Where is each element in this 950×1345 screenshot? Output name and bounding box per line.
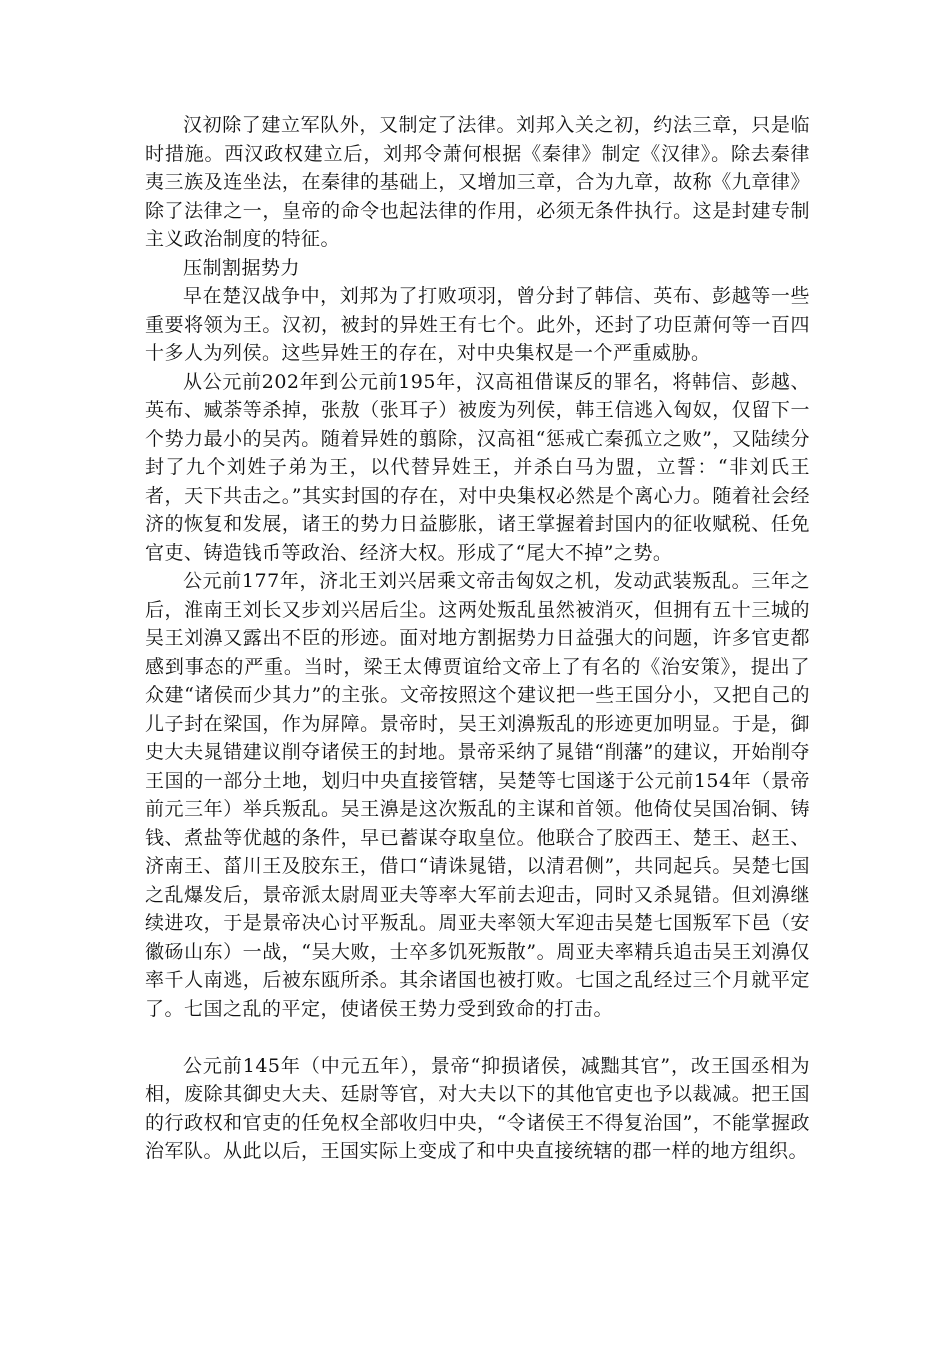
section-heading: 压制割据势力 [183, 256, 301, 279]
paragraph-vassal-kings: 早在楚汉战争中，刘邦为了打败项羽，曾分封了韩信、英布、彭越等一些重要将领为王。汉初，被封的异姓王有七个。此外，还封了功臣萧何等一百四十多人为列侯。这些异姓王的存在，对中央集权是一个严重威胁。 [145, 285, 810, 364]
paragraph-han-law: 汉初除了建立军队外，又制定了法律。刘邦入关之初，约法三章，只是临时措施。西汉政权建立后，刘邦令萧何根据《秦律》制定《汉律》。除去秦律夷三族及连坐法，在秦律的基础上，又增加三章，合为九章，故称《九章律》除了法律之一，皇帝的命令也起法律的作用，必须无条件执行。这是封建专制主义政治制度的特征。 [145, 114, 810, 250]
paragraph-seven-states-rebellion: 公元前177年，济北王刘兴居乘文帝击匈奴之机，发动武装叛乱。三年之后，淮南王刘长又步刘兴居后尘。这两处叛乱虽然被消灭，但拥有五十三城的吴王刘濞又露出不臣的形迹。面对地方割据势力日益强大的问题，许多官吏都感到事态的严重。当时，梁王太傅贾谊给文帝上了有名的《治安策》，提出了众建“诸侯而少其力”的主张。文帝按照这个建议把一些王国分小，又把自己的儿子封在梁国，作为屏障。景帝时，吴王刘濞叛乱的形迹更加明显。于是，御史大夫晁错建议削夺诸侯王的封地。景帝采纳了晁错“削藩”的建议，开始削夺王国的一部分土地，划归中央直接管辖，吴楚等七国遂于公元前154年（景帝前元三年）举兵叛乱。吴王濞是这次叛乱的主谋和首领。他倚仗吴国冶铜、铸钱、煮盐等优越的条件，早已蓄谋夺取皇位。他联合了胶西王、楚王、赵王、济南王、菑川王及胶东王，借口“请诛晁错，以清君侧”，共同起兵。吴楚七国之乱爆发后，景帝派太尉周亚夫等率大军前去迎击，同时又杀晁错。但刘濞继续进攻，于是景帝决心讨平叛乱。周亚夫率领大军迎击吴楚七国叛军下邑（安徽砀山东）一战，“吴大败，士卒多饥死叛散”。周亚夫率精兵追击吴王刘濞仅率千人南逃，后被东瓯所杀。其余诸国也被打败。七国之乱经过三个月就平定了。七国之乱的平定，使诸侯王势力受到致命的打击。 [145, 570, 810, 1020]
document-body [145, 111, 810, 1166]
paragraph-reform: 公元前145年（中元五年），景帝“抑损诸侯，减黜其官”，改王国丞相为相，废除其御史大夫、廷尉等官，对大夫以下的其他官吏也予以裁减。把王国的行政权和官吏的任免权全部收归中央，“令诸侯王不得复治国”，不能掌握政治军队。从此以后，王国实际上变成了和中央直接统辖的郡一样的地方组织。 [145, 1054, 810, 1162]
paragraph-gap [145, 1023, 810, 1052]
paragraph-liu-kings: 从公元前202年到公元前195年，汉高祖借谋反的罪名，将韩信、彭越、英布、臧荼等杀掉，张敖（张耳子）被废为列侯，韩王信逃入匈奴，仅留下一个势力最小的吴芮。随着异姓的翦除，汉高祖“惩戒亡秦孤立之败”，又陆续分封了九个刘姓子弟为王，以代替异姓王，并杀白马为盟，立誓：“非刘氏王者，天下共击之。”其实封国的存在，对中央集权必然是个离心力。随着社会经济的恢复和发展，诸王的势力日益膨胀，诸王掌握着封国内的征收赋税、任免官吏、铸造钱币等政治、经济大权。形成了“尾大不掉”之势。 [145, 370, 810, 564]
